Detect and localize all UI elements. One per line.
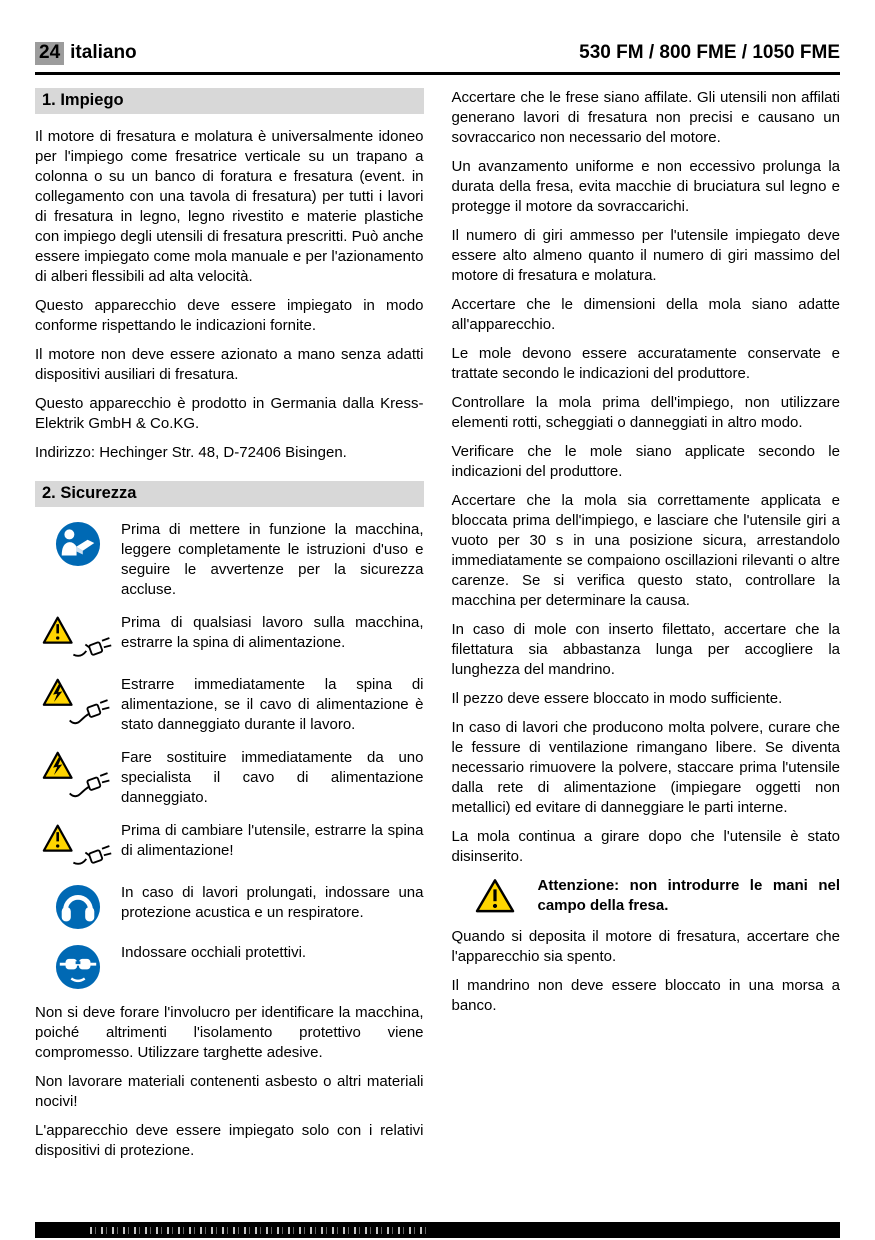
paragraph: In caso di mole con inserto filettato, accertare che la filettatura sia abbastanza lunga per accogliere la lunghezza del mandrino. (451, 621, 840, 678)
attention-text: Attenzione: non introdurre le mani nel campo della fresa. (537, 877, 840, 914)
header-left (35, 42, 137, 65)
paragraph: Questo apparecchio è prodotto in Germania dalla Kress-Elektrik GmbH & Co.KG. (35, 395, 424, 432)
paragraph: La mola continua a girare dopo che l'utensile è stato disinserito. (451, 828, 840, 865)
section-heading-sicurezza: 2. Sicurezza (35, 481, 424, 507)
two-column-body (35, 88, 840, 1170)
safety-item (35, 613, 424, 662)
paragraph: Accertare che le dimensioni della mola siano adatte all'apparecchio. (451, 296, 840, 333)
unplug-warning-icon (35, 613, 121, 662)
safety-text: Fare sostituire immediatamente da uno specialista il cavo di alimentazione danneggiato. (121, 749, 424, 806)
paragraph: Questo apparecchio deve essere impiegato in modo conforme rispettando le indicazioni fornite. (35, 297, 424, 334)
paragraph: Accertare che le frese siano affilate. Gli utensili non affilati generano lavori di fresatura non precisi e causano un sovraccarico non necessario del motore. (451, 89, 840, 146)
safety-item (35, 883, 424, 930)
paragraph: Verificare che le mole siano applicate secondo le indicazioni del produttore. (451, 443, 840, 480)
column-left (35, 88, 424, 1170)
paragraph: Un avanzamento uniforme e non eccessivo prolunga la durata della fresa, evita macchie di bruciatura sul legno e protegge il motore da sovraccarichi. (451, 158, 840, 215)
warning-triangle-icon (452, 876, 538, 916)
paragraph: Accertare che la mola sia correttamente applicata e bloccata prima dell'impiego, e lasciare che l'utensile giri a vuoto per 30 s in una posizione sicura, arrestandolo immediatamente se compaiono oscillazioni rilevanti o altre carenze. Se si verifica questo stato, controllare la macchina per determinare la causa. (451, 492, 840, 609)
read-manual-icon (35, 520, 121, 600)
paragraph: Quando si deposita il motore di fresatura, accertare che l'apparecchio sia spento. (451, 928, 840, 965)
unplug-warning-icon (35, 821, 121, 870)
safety-item (35, 675, 424, 735)
safety-text: Prima di cambiare l'utensile, estrarre la spina di alimentazione! (121, 822, 424, 859)
paragraph: L'apparecchio deve essere impiegato solo con i relativi dispositivi di protezione. (35, 1122, 424, 1159)
safety-text: Indossare occhiali protettivi. (121, 944, 307, 961)
paragraph: Indirizzo: Hechinger Str. 48, D-72406 Bisingen. (35, 444, 347, 461)
safety-text: Estrarre immediatamente la spina di alimentazione, se il cavo di alimentazione è stato danneggiato durante il lavoro. (121, 676, 424, 733)
safety-item (35, 943, 424, 990)
paragraph: Non lavorare materiali contenenti asbesto o altri materiali nocivi! (35, 1073, 424, 1110)
section-heading-impiego: 1. Impiego (35, 88, 424, 114)
footer-microtext-marks (90, 1227, 428, 1234)
paragraph: Il pezzo deve essere bloccato in modo sufficiente. (451, 690, 783, 707)
paragraph: Il numero di giri ammesso per l'utensile impiegato deve essere alto almeno quanto il numero di giri massimo del motore di fresatura e molatura. (451, 227, 840, 284)
safety-goggles-icon (35, 943, 121, 990)
safety-item (35, 748, 424, 808)
safety-text: Prima di mettere in funzione la macchina, leggere completamente le istruzioni d'uso e seguire le avvertenze per la sicurezza accluse. (121, 521, 424, 598)
models-title: 530 FM / 800 FME / 1050 FME (579, 42, 840, 63)
safety-text: Prima di qualsiasi lavoro sulla macchina, estrarre la spina di alimentazione. (121, 614, 424, 651)
language-label: italiano (70, 42, 137, 63)
safety-item (35, 821, 424, 870)
page-number: 24 (35, 42, 64, 65)
paragraph: Le mole devono essere accuratamente conservate e trattate secondo le indicazioni del produttore. (451, 345, 840, 382)
page-header (0, 0, 875, 65)
damaged-cable-warning-icon (35, 675, 121, 735)
ear-protection-icon (35, 883, 121, 930)
paragraph: Controllare la mola prima dell'impiego, non utilizzare elementi rotti, scheggiati o danneggiati in altro modo. (451, 394, 840, 431)
paragraph: In caso di lavori che producono molta polvere, curare che le fessure di ventilazione rimangano libere. Se diventa necessario rimuovere la polvere, staccare prima l'utensile dalla rete di alimentazione (impiegare oggetti non metallici) ed evitare di danneggiare le parti interne. (451, 719, 840, 816)
paragraph: Non si deve forare l'involucro per identificare la macchina, poiché altrimenti l'isolamento protettivo viene compromesso. Utilizzare targhette adesive. (35, 1004, 424, 1061)
attention-warning (452, 876, 841, 916)
paragraph: Il motore di fresatura e molatura è universalmente idoneo per l'impiego come fresatrice verticale su un trapano a colonna o su un banco di foratura e fresatura (event. in collegamento con una tavola di fresatura) per tutti i lavori di fresatura in legno, legno rivestito e materie plastiche con impiego degli utensili di fresatura prescritti. Può anche essere impiegato come mola manuale e per l'azionamento di alberi flessibili ad alta velocità. (35, 128, 424, 285)
header-rule (35, 72, 840, 75)
footer-print-bar (35, 1222, 840, 1238)
safety-item (35, 520, 424, 600)
paragraph: Il mandrino non deve essere bloccato in una morsa a banco. (451, 977, 840, 1014)
damaged-cable-warning-icon (35, 748, 121, 808)
safety-text: In caso di lavori prolungati, indossare una protezione acustica e un respiratore. (121, 884, 424, 921)
column-right (452, 88, 841, 1170)
paragraph: Il motore non deve essere azionato a mano senza adatti dispositivi ausiliari di fresatura. (35, 346, 424, 383)
